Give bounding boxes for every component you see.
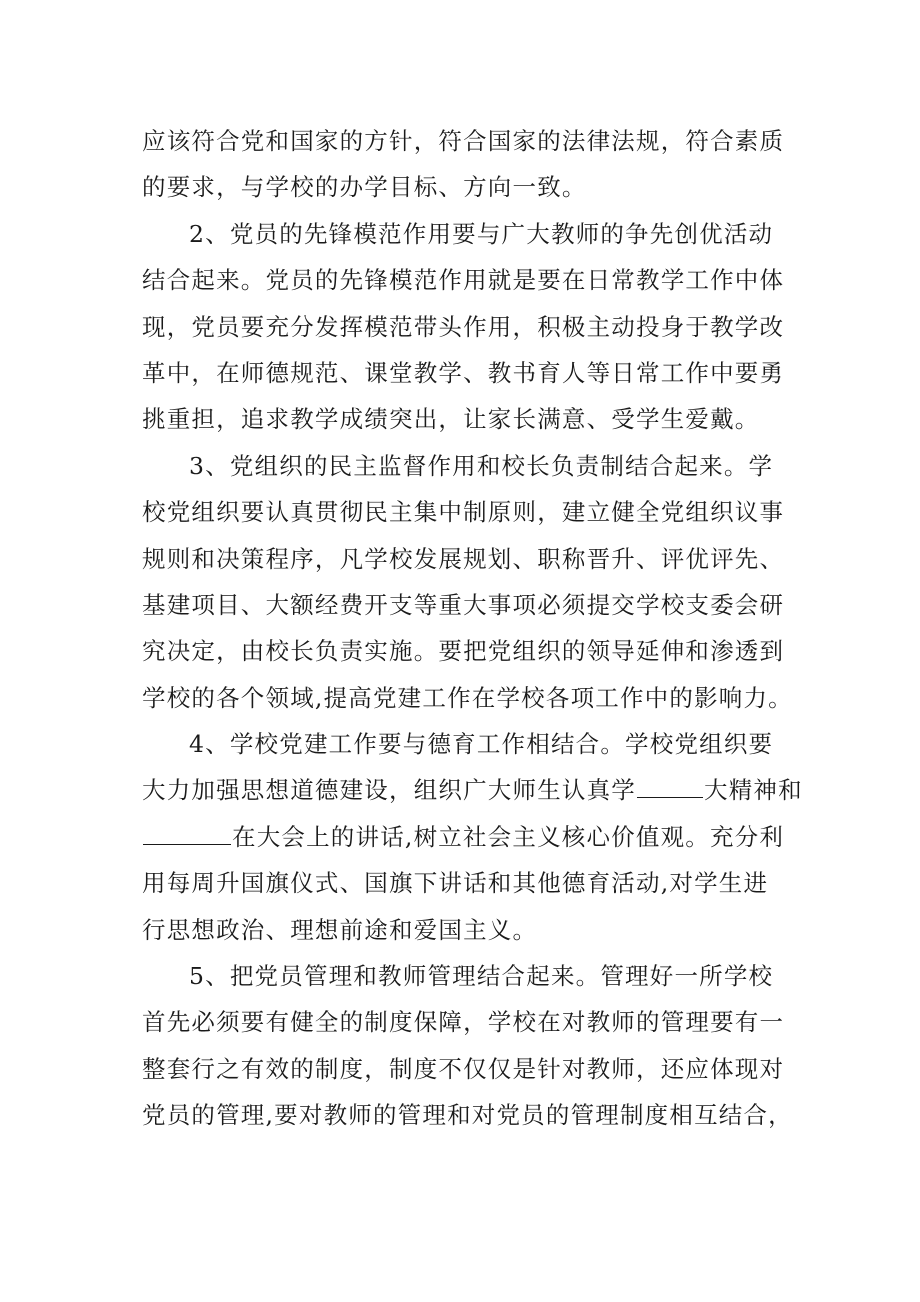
text-segment: 大力加强思想道德建设，组织广大师生认真学: [142, 776, 636, 805]
text-line: 结合起来。党员的先锋模范作用就是要在日常教学工作中体: [142, 266, 785, 295]
text-line-with-blank: [142, 767, 803, 813]
text-line: 究决定，由校长负责实施。要把党组织的领导延伸和渗透到: [142, 637, 785, 666]
paragraph-4-start: 4、学校党建工作要与德育工作相结合。学校党组织要: [189, 730, 774, 759]
text-line: 学校的各个领域,提高党建工作在学校各项工作中的影响力。: [142, 683, 793, 712]
blank-underline: [143, 820, 231, 845]
text-line: 行思想政治、理想前途和爱国主义。: [142, 915, 538, 944]
paragraph-3-start: 3、党组织的民主监督作用和校长负责制结合起来。学: [189, 451, 774, 480]
text-line: 基建项目、大额经费开支等重大事项必须提交学校支委会研: [142, 590, 785, 619]
text-line: 革中，在师德规范、课堂教学、教书育人等日常工作中要勇: [142, 358, 785, 387]
text-line: 用每周升国旗仪式、国旗下讲话和其他德育活动,对学生进: [142, 869, 769, 898]
paragraph-2-start: 2、党员的先锋模范作用要与广大教师的争先创优活动: [189, 219, 774, 248]
text-line: 规则和决策程序，凡学校发展规划、职称晋升、评优评先、: [142, 544, 785, 573]
text-line: 的要求，与学校的办学目标、方向一致。: [142, 173, 587, 202]
text-line: 挑重担，追求教学成绩突出，让家长满意、受学生爱戴。: [142, 405, 760, 434]
text-line: 首先必须要有健全的制度保障，学校在对教师的管理要有一: [142, 1008, 785, 1037]
blank-underline: [637, 773, 703, 798]
text-line: 应该符合党和国家的方针，符合国家的法律法规，符合素质: [142, 127, 785, 155]
text-line: 整套行之有效的制度，制度不仅仅是针对教师，还应体现对: [142, 1054, 785, 1083]
paragraph-5-start: 5、把党员管理和教师管理结合起来。管理好一所学校: [189, 962, 774, 991]
text-line: 现，党员要充分发挥模范带头作用，积极主动投身于教学改: [142, 312, 785, 341]
text-segment: 大精神和: [704, 776, 803, 805]
text-segment: 在大会上的讲话,树立社会主义核心价值观。充分利: [232, 822, 785, 851]
document-body: [142, 118, 803, 1139]
text-line-with-blank: [142, 814, 792, 860]
text-line: 校党组织要认真贯彻民主集中制原则，建立健全党组织议事: [142, 498, 785, 527]
text-line: 党员的管理,要对教师的管理和对党员的管理制度相互结合，: [142, 1101, 793, 1130]
